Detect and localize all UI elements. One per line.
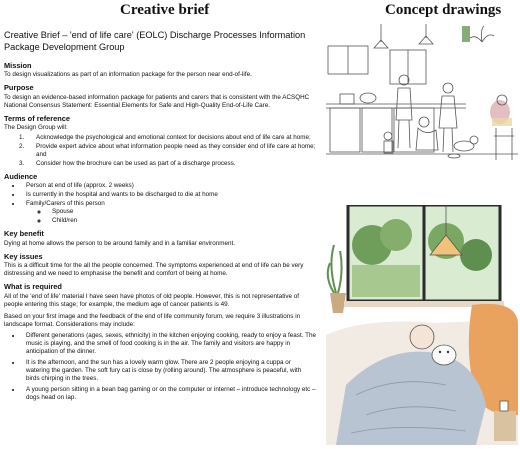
mission-heading: Mission (4, 60, 32, 70)
list-item (22, 200, 316, 225)
list-item: ◦ Spouse (48, 208, 316, 216)
purpose-heading: Purpose (4, 83, 34, 93)
list-item: ◦ Child/ren (48, 217, 316, 225)
kitchen-concept-drawing (326, 24, 518, 172)
list-item: • Different generations (ages, sexes, ethnicity) in the kitchen enjoying cooking, ready to enjoy a feast. The music is playing, and the smell of food cooking is in the air. The family and visitors are happy in anticipation of the dinner. (22, 332, 316, 356)
benefit-heading: Key benefit (4, 229, 44, 239)
list-item: • Person at end of life (approx. 2 weeks) (22, 182, 316, 190)
list-item: • It is the afternoon, and the sun has a lovely warm glow. There are 2 people enjoying a cuppa or watering the garden. The soft fury cat is close by (rolling around). The atmosphere is peaceful, with birds chirping in the trees. (22, 359, 316, 383)
required-heading: What is required (4, 282, 62, 292)
list-item-label: Family/Carers of this person (26, 200, 105, 208)
audience-heading: Audience (4, 171, 38, 181)
purpose-text: To design an evidence-based information package for patients and carers that is consistent with the ACSQHC National Consensus Statement: Essential Elements for Safe and High-Quality End-of-Life Care. (4, 93, 310, 109)
issues-text: This is a difficult time for the all the people concerned. The symptoms experienced at end of life can be very distressing and we need to emphasise the benefit and comfort of being at home. (4, 262, 304, 278)
required-text-2: Based on your first image and the feedback of the end of life community forum, we require 3 illustrations in landscape format. Considerations may include: (4, 313, 301, 329)
list-item: • A young person sitting in a bean bag gaming or on the computer or internet – introduce technology etc – dogs head on lap. (22, 386, 316, 402)
issues-heading: Key issues (4, 251, 43, 261)
creative-brief-document (4, 30, 316, 406)
window-couch-concept-drawing (326, 205, 518, 445)
audience-sub-list (48, 208, 316, 225)
benefit-text: Dying at home allows the person to be around family and in a familiar environment. (4, 239, 236, 247)
terms-intro: The Design Group will: (4, 124, 68, 132)
list-item: 1. Acknowledge the psychological and emotional context for decisions about end of life care at home; (26, 134, 316, 142)
terms-list (26, 134, 316, 168)
list-item: • Is currently in the hospital and wants to be discharged to die at home (22, 191, 316, 199)
considerations-list (22, 332, 316, 402)
audience-list (22, 182, 316, 225)
required-text-1: All of the 'end of life' material I have seen have photos of old people. However, this is not representative of people entering this stage; for example, the medium age of cancer patients is 49. (4, 292, 300, 308)
list-item: 3. Consider how the brochure can be used as part of a discharge process. (26, 160, 316, 168)
mission-text: To design visualizations as part of an information package for the person near end-of-life. (4, 71, 252, 79)
terms-heading: Terms of reference (4, 113, 70, 123)
list-item: 2. Provide expert advice about what information people need as they consider end of life care at home; and (26, 143, 316, 159)
document-title: Creative Brief – 'end of life care' (EOLC) Discharge Processes Information Package Development Group (4, 30, 306, 52)
creative-brief-heading: Creative brief (120, 2, 210, 18)
concept-drawings-heading: Concept drawings (385, 2, 502, 18)
